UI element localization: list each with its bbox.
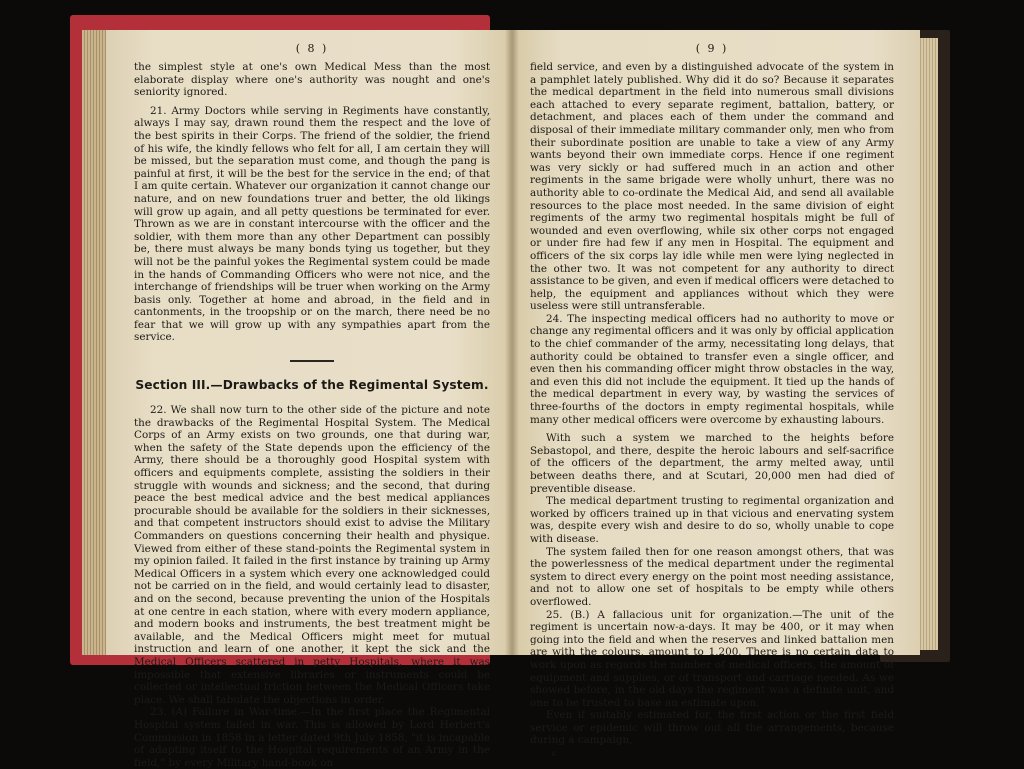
page-number-left: ( 8 ) <box>295 42 329 55</box>
page-number-right: ( 9 ) <box>695 42 729 55</box>
paragraph-23: 23. (A) Failure in War-time.—In the first place the Regimental Hospital system failed in war. This is allowed by Lord Herbert's Commission in 1858 in a letter dated 9th July 1858, "it is incapable of adapting itself to the Hospital requirements of an Army in the field," by every Military hand-book on <box>134 706 490 769</box>
paragraph-continued: field service, and even by a distinguished advocate of the system in a pamphlet lately published. Why did it do so? Because it separates the medical department in the field into numerous small divisions each attached to every separate regiment, battalion, battery, or detachment, and places each of them under the command and disposal of their immediate military commander only, men who from their subordinate position are unable to take a view of any Army wants beyond their own immediate corps. Hence if one regiment was very sickly or had suffered much in an action and other regiments in the same brigade were wholly unhurt, there was no authority able to co-ordinate the Medical Aid, and send all available resources to the place most needed. In the same division of eight regiments of the army two regimental hospitals might be full of wounded and even overflowing, while six other corps not engaged or under fire had few if any men in Hospital. The equipment and officers of the six corps lay idle while men were lying neglected in the other two. It was not competent for any authority to direct assistance to be given, and even if medical officers were detached to help, the equipment and appliances without which they were useless were still untransferable. <box>530 61 894 313</box>
section-divider <box>290 360 334 362</box>
paragraph-25: 25. (B.) A fallacious unit for organization.—The unit of the regiment is uncertain now-a-days. It may be 400, or it may when going into the field and when the reserves and linked battalion men are with the colours, amount to 1,200. There is no certain data to work upon as regards the number of medical officers, the amount of equipment and supplies, or of transport and carriage needed. As we showed before, in the old days the regiment was a definite unit, and one to be trusted to base an estimate upon. <box>530 608 894 709</box>
signature-mark: c <box>552 749 557 759</box>
paragraph-intro: the simplest style at one's own Medical Mess than the most elaborate display where one's authority was nought and one's seniority ignored. <box>134 61 490 99</box>
page-edges-left <box>82 30 108 655</box>
right-page <box>512 30 920 759</box>
paragraph-sebastopol: With such a system we marched to the heights before Sebastopol, and there, despite the heroic labours and self-sacrifice of the officers of the department, the army melted away, until between deaths there, and at Scutari, 20,000 men had died of preventible disease. <box>530 432 894 495</box>
paragraph-22: 22. We shall now turn to the other side of the picture and note the drawbacks of the Regimental Hospital System. The Medical Corps of an Army exists on two grounds, one that during war, when the safety of the State depends upon the efficiency of the Army, there should be a thoroughly good Hospital system with officers and equipments complete, assisting the soldiers in their struggle with wounds and sickness; and the second, that during peace the best medical advice and the best medical appliances procurable should be available for the soldiers in their sicknesses, and that competent instructors should exist to advise the Military Commanders on questions concerning their health and physique. Viewed from either of these stand-points the Regimental system in my opinion failed. It failed in the first instance by training up Army Medical Officers in a system which every one acknowledged could not be carried on in the field, and would certainly lead to disaster, and on the second, because preventing the union of the Hospitals at one centre in each station, where with every modern appliance, and modern books and instruments, the best treatment might be available, and the Medical Officers might meet for mutual instruction and learn of one another, it kept the sick and the Medical Officers scattered in petty Hospitals, where it was impossible that extensive libraries or instruments could be collected or intellectual friction between the Medical Officers take place. We shall tabulate the objections in order. <box>134 404 490 706</box>
left-page <box>106 30 512 769</box>
paragraph-trusting: The medical department trusting to regimental organization and worked by officers trained up in that vicious and enervating system was, despite every wish and desire to do so, wholly unable to cope with disease. <box>530 495 894 545</box>
paragraph-21: 21. Army Doctors while serving in Regiments have constantly, always I may say, drawn round them the respect and the love of the best spirits in their Corps. The friend of the soldier, the friend of his wife, the kindly fellows who felt for all, I am certain they will be missed, but the separation must come, and though the pang is painful at first, it will be the best for the service in the end; of that I am quite certain. Whatever our organization it cannot change our nature, and on new foundations truer and better, the old likings will grow up again, and all petty questions be terminated for ever. Thrown as we are in constant intercourse with the officer and the soldier, with them more than any other Department can possibly be, there must always be many bonds tying us together, but they will not be the painful yokes the Regimental system could be made in the hands of Commanding Officers who were not nice, and the interchange of friendships will be truer when working on the Army basis only. Together at home and abroad, in the field and in cantonments, in the troopship or on the march, there need be no fear that we will grow up with any sympathies apart from the service. <box>134 104 490 344</box>
paragraph-system-failed: The system failed then for one reason amongst others, that was the powerlessness of the medical department under the regimental system to direct every energy on the point most needing assistance, and not to allow one set of hospitals to be empty while others overflowed. <box>530 545 894 608</box>
page-edges-right <box>918 38 938 650</box>
paragraph-last: Even if suitably estimated for, the first action or the first field service or epidemic will throw out all the arrangements, because during a campaign, <box>530 709 894 747</box>
book-gutter <box>505 30 519 655</box>
paragraph-24: 24. The inspecting medical officers had no authority to move or change any regimental officers and it was only by official application to the chief commander of the army, necessitating long delays, that authority could be obtained to transfer even a single officer, and even then his commanding officer might throw obstacles in the way, and even this did not include the equipment. It tied up the hands of the medical department in every way, by wasting the services of three-fourths of the doctors in empty regimental hospitals, while many other medical officers were overcome by exhausting labours. <box>530 312 894 426</box>
section-heading: Section III.—Drawbacks of the Regimental System. <box>135 378 489 393</box>
